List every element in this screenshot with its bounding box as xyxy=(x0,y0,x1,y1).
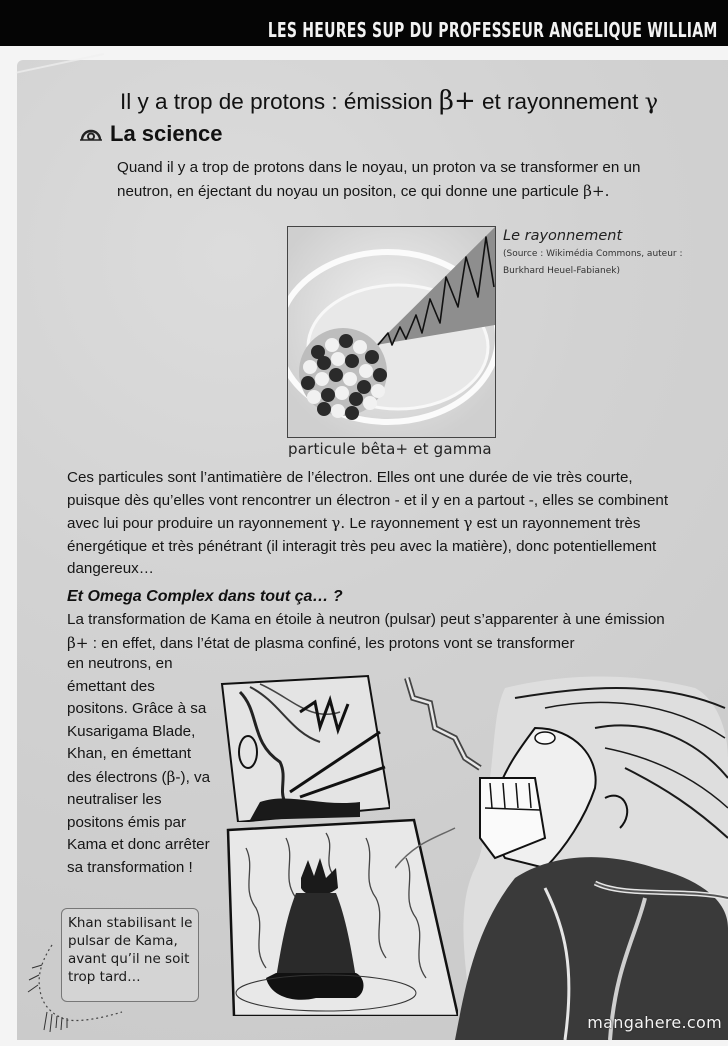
kusarigama-paragraph: en neutrons, en émettant des positons. Grâce à sa Kusarigama Blade, Khan, en émettant des électrons (β-), va neutraliser les positons émis par Kama et donc arrêter sa transformation ! xyxy=(67,655,211,876)
radiation-figure xyxy=(287,226,496,438)
page-title: Il y a trop de protons : émission β+ et rayonnement γ xyxy=(120,86,659,116)
banner-title: LES HEURES SUP DU PROFESSEUR ANGELIQUE WILLIAM xyxy=(268,18,718,42)
section-heading xyxy=(80,121,223,147)
omega-paragraph: La transformation de Kama en étoile à neutron (pulsar) peut s’apparenter à une émission β+ : en effet, dans l’état de plasma confiné, les protons vont se transformer xyxy=(67,611,665,652)
manga-panel-kama-face-closeup xyxy=(220,672,390,822)
figure-caption: particule bêta+ et gamma xyxy=(288,440,492,458)
beta-plus-symbol: β+ xyxy=(438,86,476,116)
eye-arch-icon xyxy=(80,127,102,141)
subsection-title: Et Omega Complex dans tout ça… ? xyxy=(67,588,343,605)
manga-caption: Khan stabilisant le pulsar de Kama, avant qu’il ne soit trop tard… xyxy=(68,915,193,985)
section-title: La science xyxy=(110,121,223,146)
top-banner xyxy=(0,0,728,46)
antimatter-paragraph: Ces particules sont l’antimatière de l’électron. Elles ont une durée de vie très courte, puisque dès qu’elles vont rencontrer un électron - et il y en a partout -, elles se combinent avec lui pour produire un rayonnement γ. Le rayonnement γ est un rayonnement très énergétique et très pénétrant (il interagit très peu avec la matière), donc potentiellement dangereux… xyxy=(67,469,669,577)
figure-source: (Source : Wikimédia Commons, auteur : Burkhard Heuel-Fabianek) xyxy=(503,249,683,276)
nucleus-radiation-illustration xyxy=(288,227,495,437)
manga-panel-kama-screaming xyxy=(395,668,728,1040)
figure-label: Le rayonnement (Source : Wikimédia Commons, auteur : Burkhard Heuel-Fabianek) xyxy=(503,228,688,280)
gamma-symbol: γ xyxy=(644,89,659,115)
energy-scribble-decoration xyxy=(22,940,132,1035)
watermark: mangahere.com xyxy=(587,1013,722,1032)
intro-paragraph: Quand il y a trop de protons dans le noyau, un proton va se transformer en un neutron, en éjectant du noyau un positon, ce qui donne une particule β+. xyxy=(117,159,641,200)
